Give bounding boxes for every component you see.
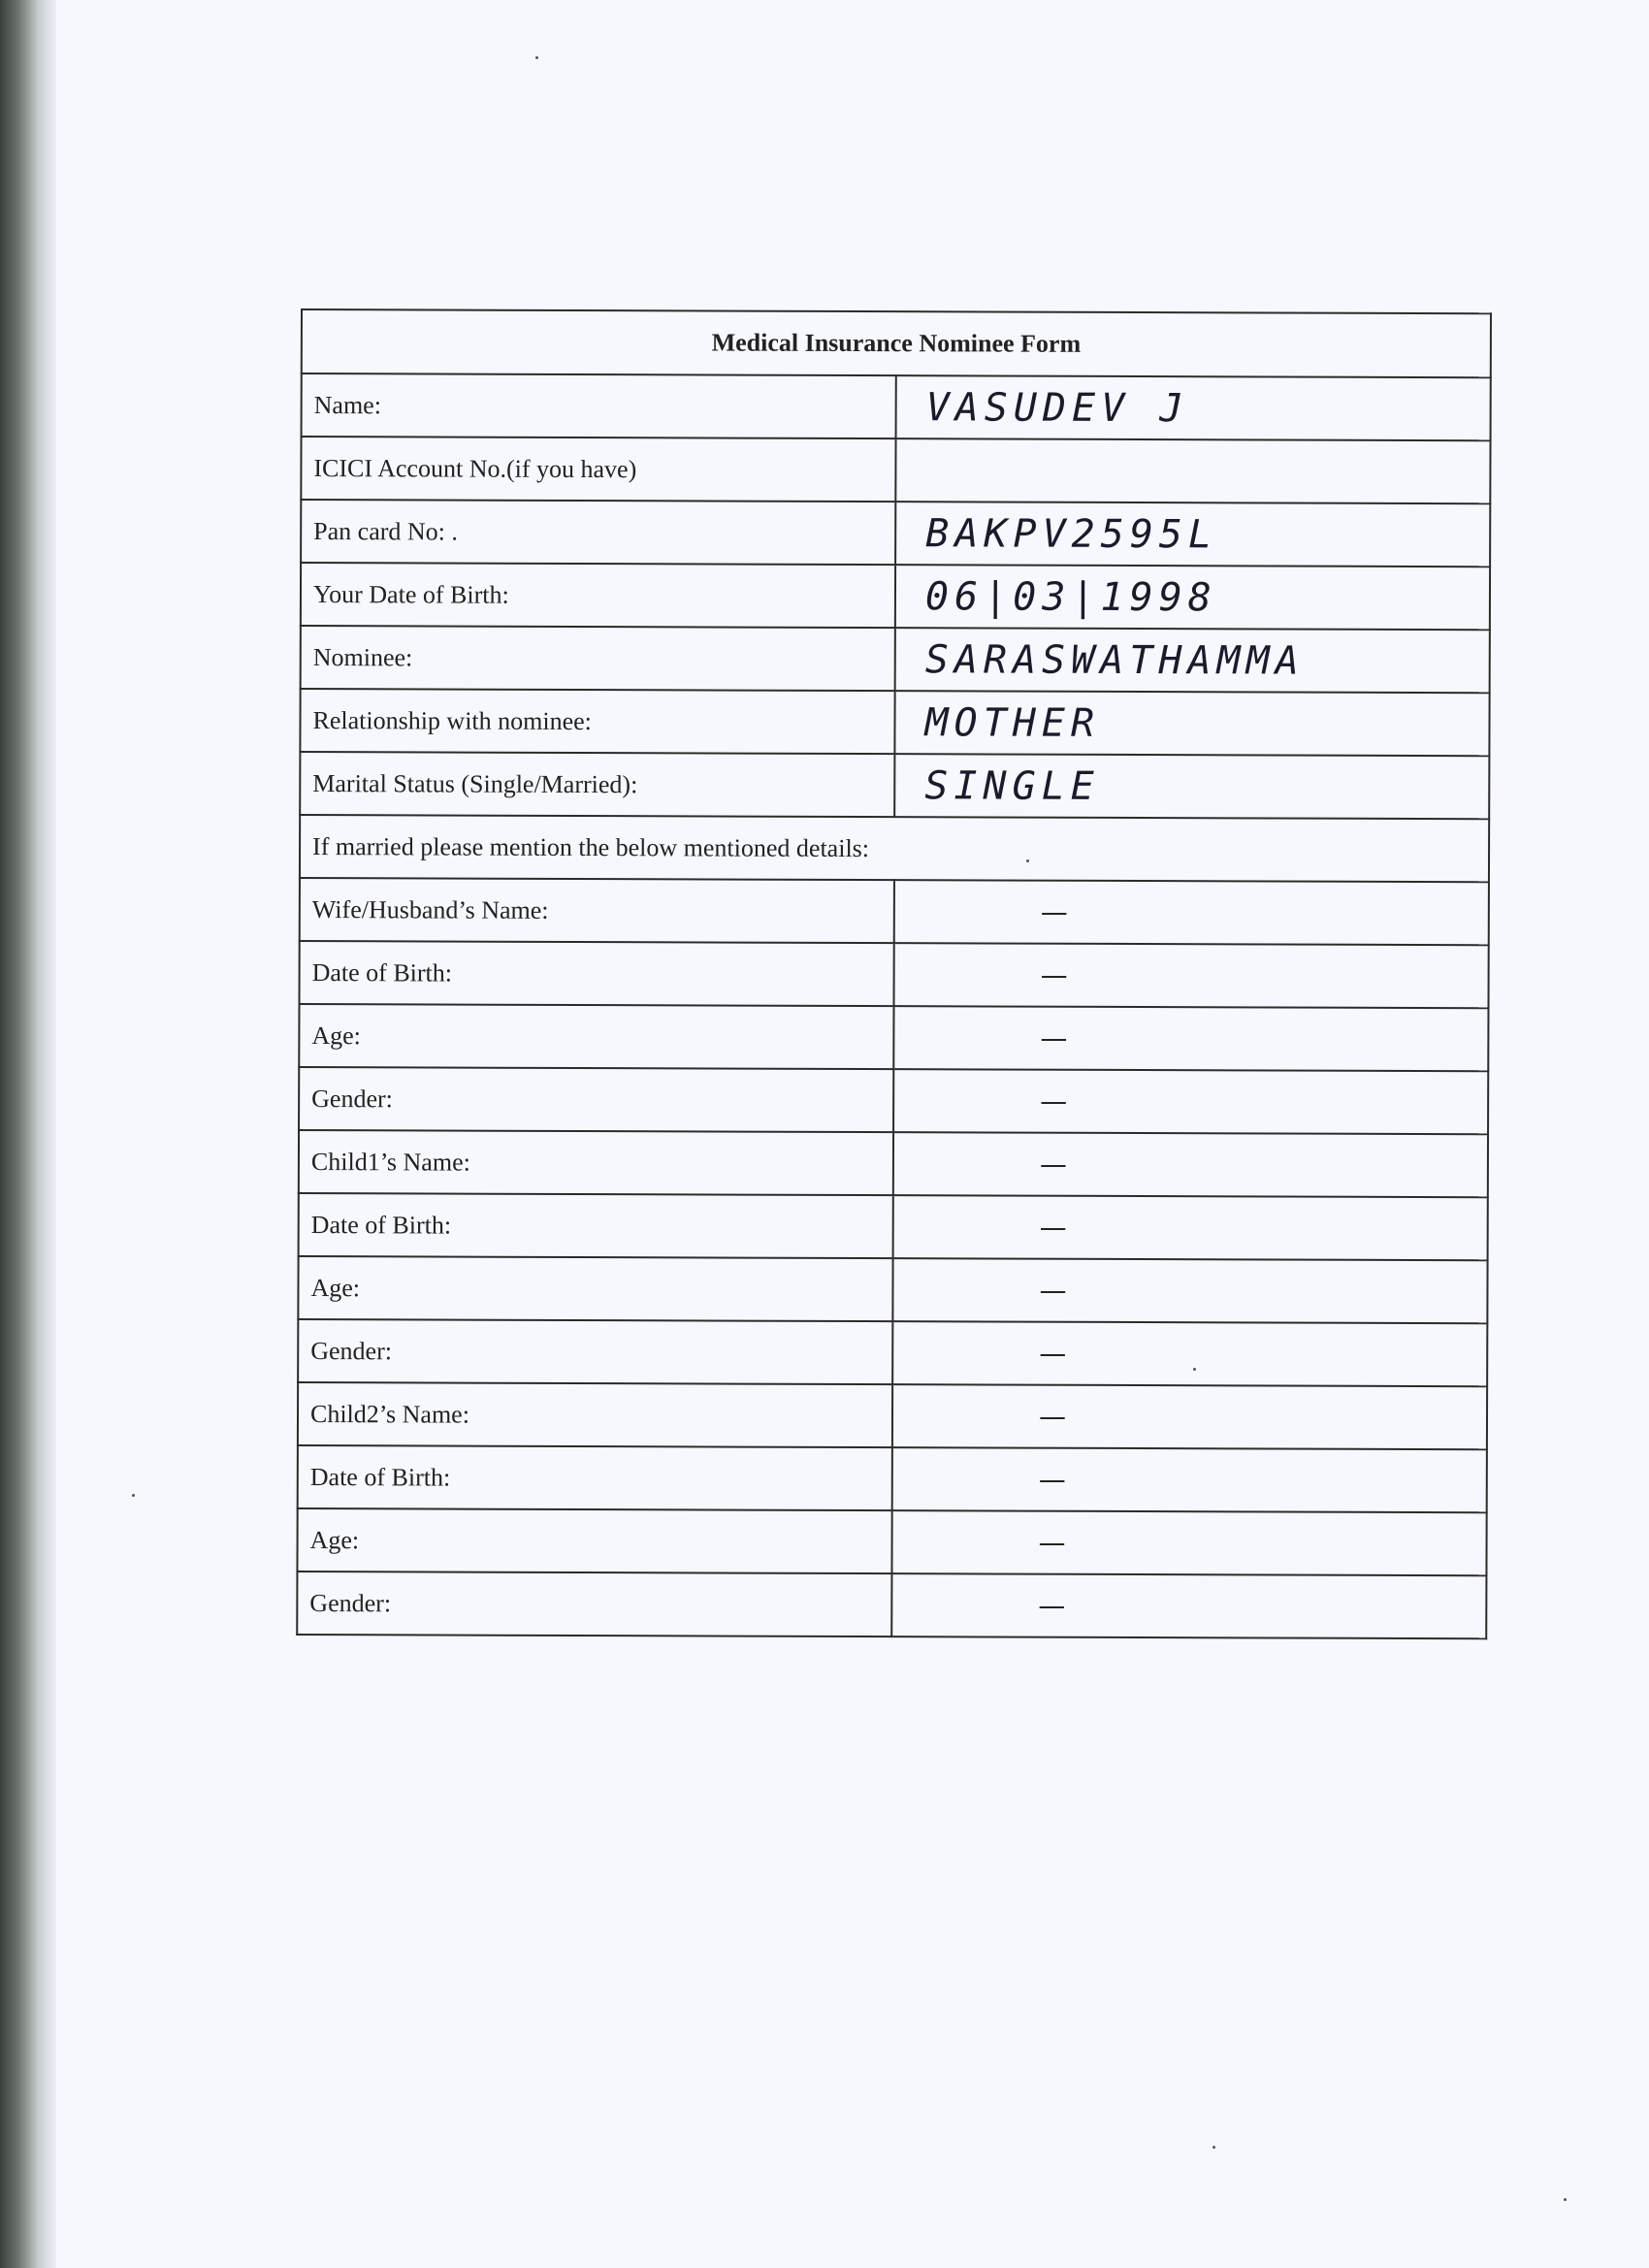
- spouse-gender-value[interactable]: —: [893, 1069, 1488, 1134]
- name-label: Name:: [302, 373, 896, 438]
- child2-name-label: Child2’s Name:: [298, 1382, 892, 1447]
- spouse-name-label: Wife/Husband’s Name:: [300, 878, 894, 943]
- child1-gender-row: [298, 1319, 1487, 1386]
- child2-dob-row: [298, 1445, 1487, 1512]
- child1-dob-label: Date of Birth:: [299, 1193, 893, 1258]
- spouse-age-value[interactable]: —: [893, 1006, 1488, 1071]
- child2-gender-value[interactable]: —: [891, 1573, 1486, 1638]
- child1-age-value[interactable]: —: [892, 1258, 1487, 1323]
- child2-age-row: [297, 1508, 1486, 1575]
- form-title-row: [302, 309, 1491, 377]
- scan-speck: [1212, 2146, 1215, 2149]
- nominee-value[interactable]: SARASWATHAMMA: [895, 628, 1490, 693]
- child1-age-label: Age:: [298, 1256, 892, 1321]
- child1-name-value[interactable]: —: [893, 1132, 1488, 1197]
- nominee-form-table: [296, 308, 1492, 1639]
- married-note-row: [300, 815, 1489, 882]
- date-of-birth-value[interactable]: 06|03|1998: [895, 565, 1490, 630]
- nominee-label: Nominee:: [301, 626, 895, 691]
- relationship-label: Relationship with nominee:: [300, 689, 894, 754]
- marital-status-label: Marital Status (Single/Married):: [300, 752, 894, 817]
- relationship-row: [300, 689, 1489, 756]
- spouse-dob-label: Date of Birth:: [299, 941, 893, 1006]
- form-title: Medical Insurance Nominee Form: [302, 309, 1491, 377]
- child2-gender-label: Gender:: [297, 1571, 891, 1636]
- spouse-gender-label: Gender:: [299, 1067, 893, 1132]
- child2-gender-row: [297, 1571, 1486, 1638]
- scan-speck: [535, 56, 538, 59]
- child1-gender-label: Gender:: [298, 1319, 892, 1384]
- child1-name-row: [299, 1130, 1488, 1197]
- child1-name-label: Child1’s Name:: [299, 1130, 893, 1195]
- child2-name-row: [298, 1382, 1487, 1449]
- child2-name-value[interactable]: —: [892, 1384, 1487, 1449]
- child2-age-label: Age:: [297, 1508, 891, 1573]
- icici-account-row: [301, 437, 1490, 503]
- child2-dob-label: Date of Birth:: [298, 1445, 892, 1510]
- child1-age-row: [298, 1256, 1487, 1323]
- child1-dob-row: [299, 1193, 1488, 1260]
- pan-card-row: [301, 500, 1490, 567]
- spouse-age-label: Age:: [299, 1004, 893, 1069]
- name-row: [302, 373, 1491, 440]
- child2-dob-value[interactable]: —: [892, 1447, 1487, 1512]
- marital-status-row: [300, 752, 1489, 819]
- spouse-dob-row: [299, 941, 1488, 1008]
- child1-gender-value[interactable]: —: [892, 1321, 1487, 1386]
- name-value[interactable]: VASUDEV J: [896, 375, 1491, 440]
- child1-dob-value[interactable]: —: [893, 1195, 1488, 1260]
- scanner-edge-shadow: [0, 0, 56, 2268]
- child2-age-value[interactable]: —: [891, 1510, 1486, 1575]
- relationship-value[interactable]: MOTHER: [894, 691, 1489, 756]
- spouse-name-value[interactable]: —: [894, 880, 1489, 945]
- married-note: If married please mention the below mentioned details:: [300, 815, 1489, 882]
- spouse-dob-value[interactable]: —: [893, 943, 1488, 1008]
- marital-status-value[interactable]: SINGLE: [894, 754, 1489, 819]
- scan-speck: [132, 1494, 135, 1497]
- pan-card-value[interactable]: BAKPV2595L: [895, 502, 1490, 567]
- nominee-row: [301, 626, 1490, 693]
- spouse-age-row: [299, 1004, 1488, 1071]
- spouse-gender-row: [299, 1067, 1488, 1134]
- spouse-name-row: [300, 878, 1489, 945]
- date-of-birth-row: [301, 563, 1490, 630]
- icici-account-label: ICICI Account No.(if you have): [301, 437, 895, 502]
- pan-card-label: Pan card No: .: [301, 500, 895, 565]
- icici-account-value[interactable]: [895, 438, 1490, 503]
- scan-speck: [1564, 2198, 1567, 2201]
- date-of-birth-label: Your Date of Birth:: [301, 563, 895, 628]
